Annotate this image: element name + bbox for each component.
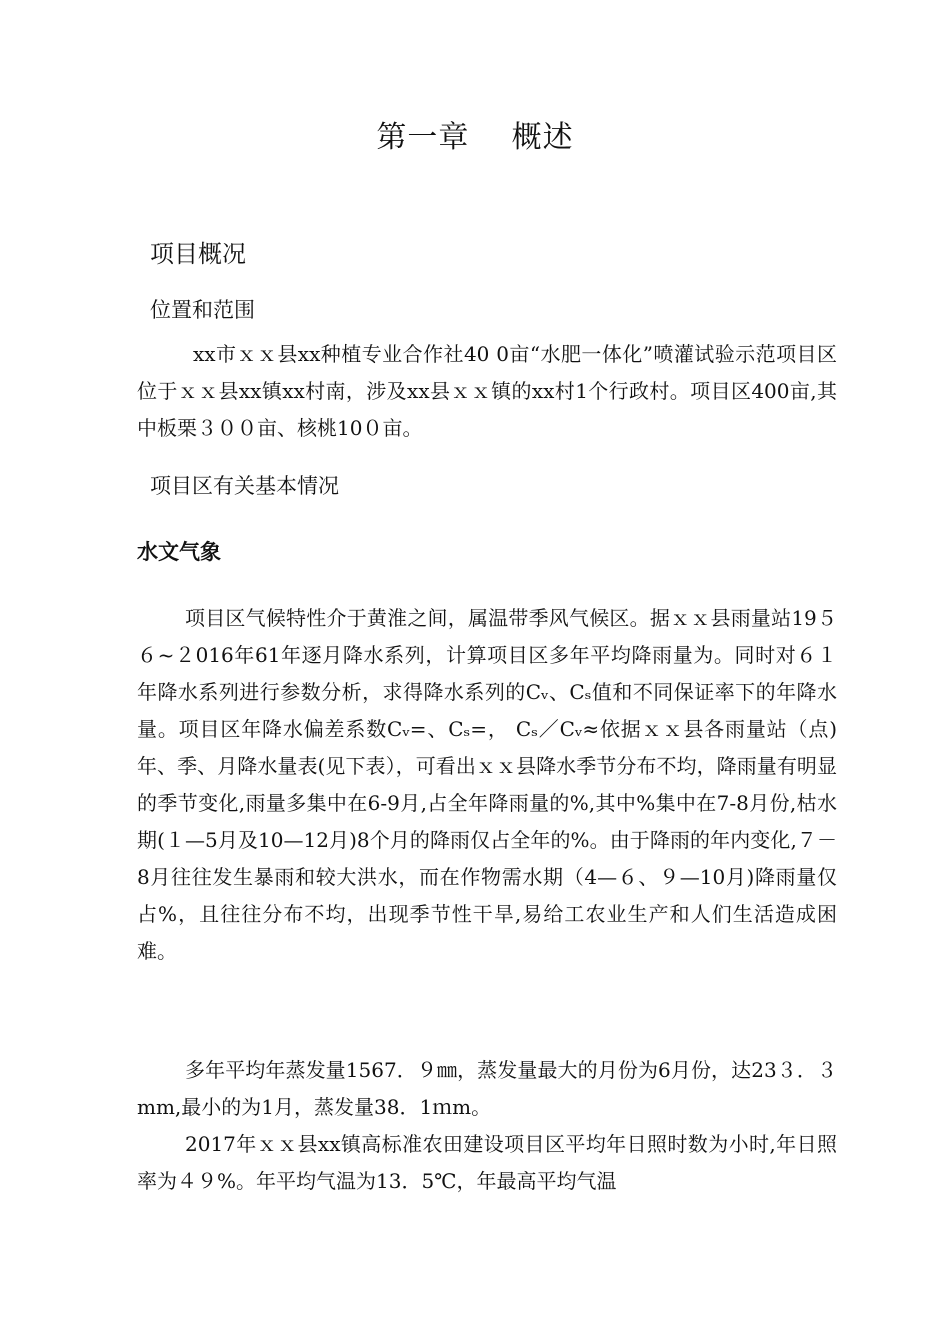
subsection-location-heading: 位置和范围: [150, 298, 255, 322]
chapter-title: 第一章 概述: [376, 120, 574, 155]
location-paragraph: xx市ｘｘ县xx种植专业合作社40 0亩“水肥一体化”喷灌试验示范项目区位于ｘｘ县xx镇xx村南，涉及xx县ｘｘ镇的xx村1个行政村。项目区400亩,其中板栗３００亩、核桃10０亩。: [137, 342, 837, 440]
hydrology-heading: 水文气象: [137, 540, 221, 564]
climate-paragraph: 项目区气候特性介于黄淮之间，属温带季风气候区。据ｘｘ县雨量站19５６~２016年61年逐月降水系列，计算项目区多年平均降雨量为。同时对６１年降水系列进行参数分析，求得降水系列的Cᵥ、Cₛ值和不同保证率下的年降水量。项目区年降水偏差系数Cᵥ=、Cₛ=， Cₛ／Cᵥ≈依据ｘｘ县各雨量站（点)年、季、月降水量表(见下表），可看出ｘｘ县降水季节分布不均，降雨量有明显的季节变化,雨量多集中在6-9月,占全年降雨量的%,其中%集中在7-8月份,枯水期(１—5月及10—12月)8个月的降雨仅占全年的%。由于降雨的年内变化,７－8月往往发生暴雨和较大洪水，而在作物需水期（4—６、９—10月)降雨量仅占%，且往往分布不均，出现季节性干旱,易给工农业生产和人们生活造成困难。: [137, 606, 837, 963]
subsection-basic-heading: 项目区有关基本情况: [150, 474, 339, 498]
evaporation-paragraph: 多年平均年蒸发量1567．９㎜，蒸发量最大的月份为6月份，达23３．３mm,最小的为1月，蒸发量38．1ｍm。: [137, 1058, 837, 1119]
section-title: 项目概况: [150, 240, 246, 268]
sunshine-paragraph: 2017年ｘｘ县xx镇高标准农田建设项目区平均年日照时数为小时,年日照率为４９%。年平均气温为13．5℃，年最高平均气温: [137, 1132, 837, 1193]
